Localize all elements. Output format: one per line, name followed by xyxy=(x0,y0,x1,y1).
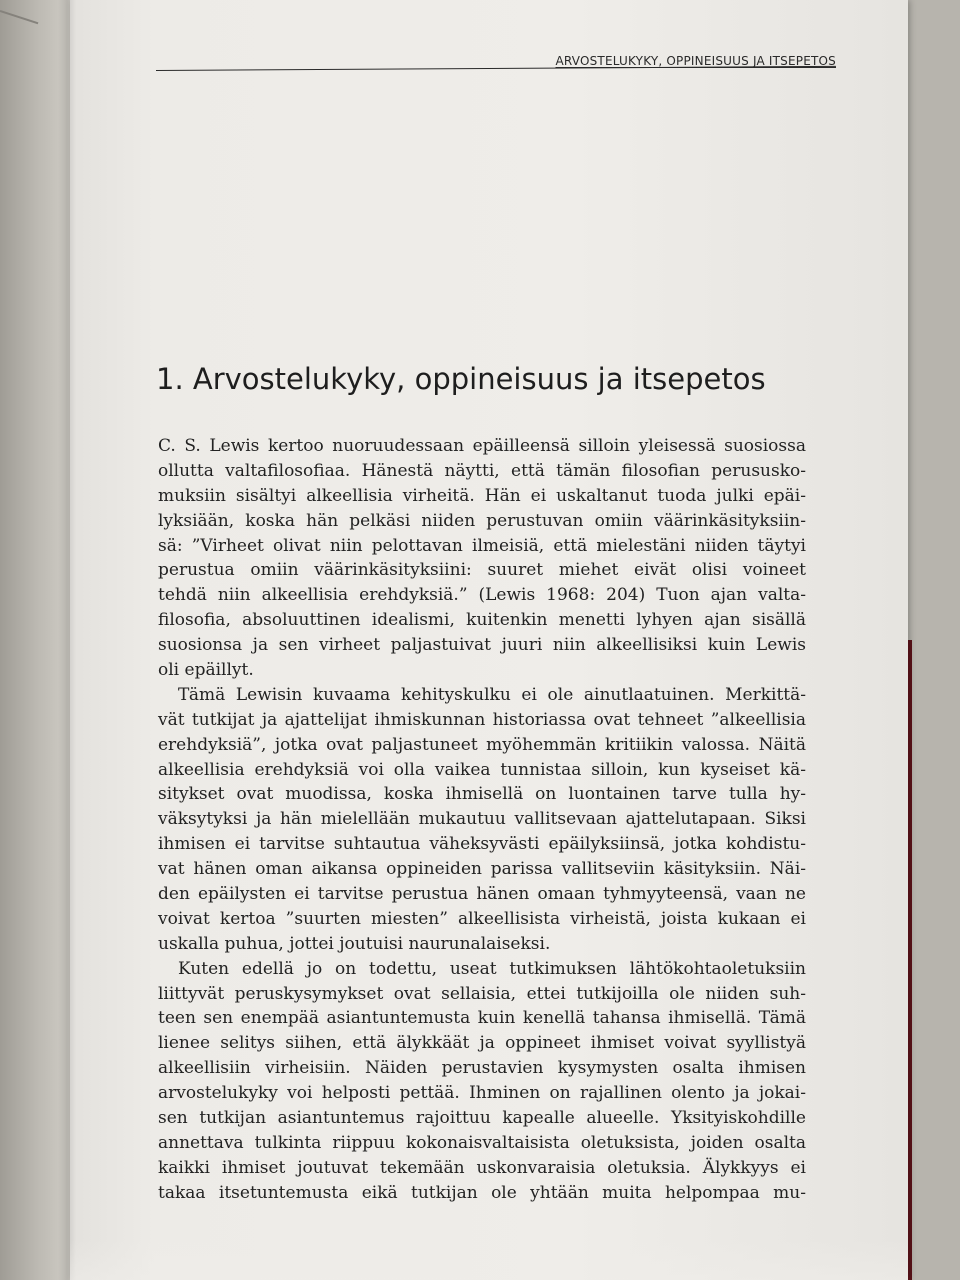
text-line: sä: ”Virheet olivat niin pelottavan ilmeisiä, että mielestäni niiden täytyi xyxy=(158,535,806,556)
text-line: uskalla puhua, jottei joutuisi naurunalaiseksi. xyxy=(158,933,551,954)
text-line: sitykset ovat muodissa, koska ihmisellä on luontainen tarve tulla hy- xyxy=(158,784,806,805)
text-line: lyksiään, koska hän pelkäsi niiden perustuvan omiin väärinkäsityksiin- xyxy=(158,510,806,531)
text-line: alkeellisiin virheisiin. Näiden perustavien kysymysten osalta ihmisen xyxy=(158,1058,806,1079)
text-line: voivat kertoa ”suurten miesten” alkeellisista virheistä, joista kukaan ei xyxy=(158,908,806,929)
facing-page-mark xyxy=(0,10,38,24)
text-line: suosionsa ja sen virheet paljastuivat juuri niin alkeellisiksi kuin Lewis xyxy=(158,635,806,656)
text-line: lienee selitys siihen, että älykkäät ja oppineet ihmiset voivat syyllistyä xyxy=(158,1033,806,1054)
text-line: muksiin sisältyi alkeellisia virheitä. Hän ei uskaltanut tuoda julki epäi- xyxy=(158,485,806,506)
text-line: Kuten edellä jo on todettu, useat tutkimuksen lähtökohtaoletuksiin xyxy=(178,958,806,979)
text-line: kaikki ihmiset joutuvat tekemään uskonvaraisia oletuksia. Älykkyys ei xyxy=(158,1157,806,1178)
spine-shadow xyxy=(58,0,76,1280)
text-line: Tämä Lewisin kuvaama kehityskulku ei ole ainutlaatuinen. Merkittä- xyxy=(178,684,806,705)
paragraph-2 xyxy=(158,683,806,957)
text-line: oli epäillyt. xyxy=(158,660,254,681)
text-line: ollutta valtafilosofiaa. Hänestä näytti, että tämän filosofian perususko- xyxy=(158,460,806,481)
text-line: vät tutkijat ja ajattelijat ihmiskunnan historiassa ovat tehneet ”alkeellisia xyxy=(158,709,806,730)
text-line: takaa itsetuntemusta eikä tutkijan ole yhtään muita helpompaa mu- xyxy=(158,1182,806,1203)
text-line: erehdyksiä”, jotka ovat paljastuneet myöhemmän kritiikin valossa. Näitä xyxy=(158,734,806,755)
text-line: vat hänen oman aikansa oppineiden parissa vallitseviin käsityksiin. Näi- xyxy=(158,859,806,880)
text-line: sen tutkijan asiantuntemus rajoittuu kapealle alueelle. Yksityiskohdille xyxy=(158,1108,806,1129)
text-line: perustua omiin väärinkäsityksiini: suuret miehet eivät olisi voineet xyxy=(158,560,806,581)
text-line: liittyvät peruskysymykset ovat sellaisia, ettei tutkijoilla ole niiden suh- xyxy=(158,983,806,1004)
text-line: teen sen enempää asiantuntemusta kuin kenellä tahansa ihmisellä. Tämä xyxy=(158,1008,806,1029)
text-line: C. S. Lewis kertoo nuoruudessaan epäilleensä silloin yleisessä suosiossa xyxy=(158,436,806,456)
text-line: filosofia, absoluuttinen idealismi, kuitenkin menetti lyhyen ajan sisällä xyxy=(158,610,806,631)
text-line: den epäilysten ei tarvitse perustua hänen omaan tyhmyyteensä, vaan ne xyxy=(158,884,806,905)
body-text xyxy=(158,434,806,1206)
text-line: arvostelukyky voi helposti pettää. Ihminen on rajallinen olento ja jokai- xyxy=(158,1083,806,1104)
text-line: tehdä niin alkeellisia erehdyksiä.” (Lewis 1968: 204) Tuon ajan valta- xyxy=(158,585,806,606)
text-line: ihmisen ei tarvitse suhtautua väheksyvästi epäilyksiinsä, jotka kohdistu- xyxy=(158,834,806,855)
chapter-title: 1. Arvostelukyky, oppineisuus ja itsepetos xyxy=(156,362,766,396)
paragraph-3 xyxy=(158,957,806,1206)
text-line: annettava tulkinta riippuu kokonaisvaltaisista oletuksista, joiden osalta xyxy=(158,1132,806,1153)
text-line: väksytyksi ja hän mielellään mukautuu vallitsevaan ajattelutapaan. Siksi xyxy=(158,809,806,830)
text-line: alkeellisia erehdyksiä voi olla vaikea tunnistaa silloin, kun kyseiset kä- xyxy=(158,759,806,780)
running-head: ARVOSTELUKYKY, OPPINEISUUS JA ITSEPETOS xyxy=(555,54,836,68)
book-page xyxy=(70,0,908,1280)
paragraph-1 xyxy=(158,434,806,683)
